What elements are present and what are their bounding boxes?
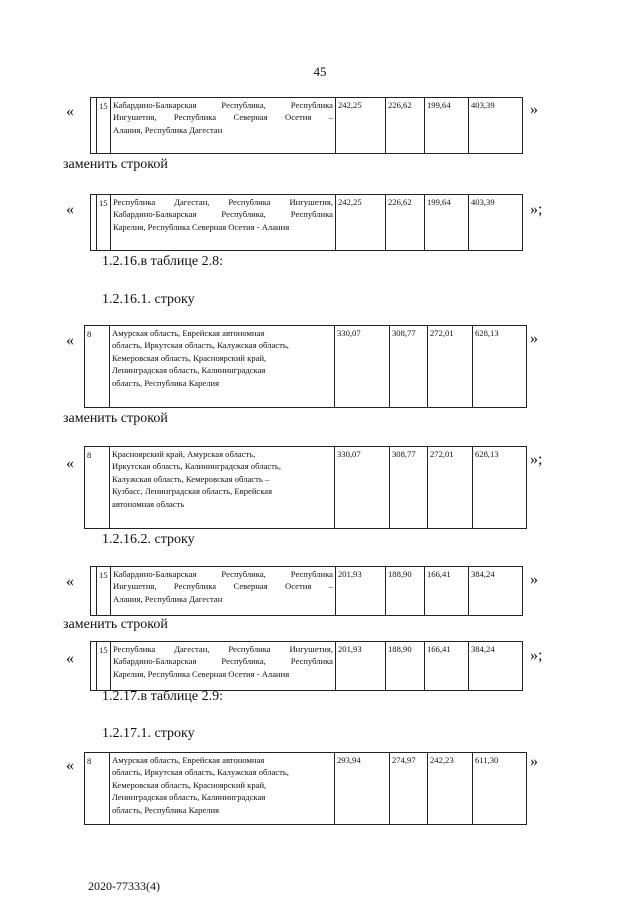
value-cell-2: 226,62	[386, 98, 425, 154]
row-number-cell: 8	[85, 447, 110, 529]
region-list-cell	[110, 447, 335, 529]
region-text-line: Иркутская область, Калининградская область,	[112, 461, 282, 472]
closing-quote: »	[530, 753, 538, 770]
closing-quote-semicolon: »;	[530, 451, 543, 468]
opening-quote: «	[66, 757, 74, 774]
closing-quote-semicolon: »;	[530, 647, 543, 664]
value-cell-3: 166,41	[425, 642, 469, 691]
value-cell-3: 199,64	[425, 195, 469, 251]
table-row-cells	[85, 447, 527, 529]
page-number: 45	[313, 64, 327, 79]
region-text-line: Ингушетия, Республика Северная Осетия –	[113, 581, 333, 592]
value-cell-4: 403,39	[469, 98, 523, 154]
value-cell-4: 628,13	[473, 326, 527, 408]
region-list-cell	[111, 642, 336, 691]
opening-quote: «	[66, 573, 74, 590]
value-cell-4: 628,13	[473, 447, 527, 529]
table-row-cells	[91, 567, 523, 616]
value-cell-1: 242,25	[336, 195, 386, 251]
region-text-line: Кемеровская область, Красноярский край,	[112, 779, 267, 790]
row-number-cell: 15	[97, 642, 111, 691]
value-cell-3: 199,64	[425, 98, 469, 154]
value-cell-1: 201,93	[336, 567, 386, 616]
opening-quote: «	[66, 455, 74, 472]
value-cell-1: 330,07	[335, 326, 390, 408]
region-list-cell	[110, 326, 335, 408]
value-cell-2: 308,77	[390, 447, 428, 529]
region-text-line: Карелия, Республика Северная Осетия - Алания	[113, 221, 290, 232]
closing-quote: »	[530, 101, 538, 118]
region-text-line: Республика Дагестан, Республика Ингушетия,	[113, 644, 333, 654]
row-number-cell: 8	[85, 326, 110, 408]
row-number-cell: 8	[85, 753, 110, 825]
value-cell-1: 293,94	[335, 753, 390, 825]
region-text-line: Амурская область, Еврейская автономная	[112, 328, 265, 338]
table-row	[90, 566, 523, 616]
opening-quote: «	[66, 201, 74, 218]
region-text-line: Кабардино-Балкарская Республика, Республика	[113, 209, 333, 220]
section-heading: 1.2.16.в таблице 2.8:	[102, 254, 223, 269]
table-row-cells	[85, 326, 527, 408]
region-list-cell	[111, 195, 336, 251]
region-list-cell	[111, 567, 336, 616]
replace-with-line-label: заменить строкой	[63, 617, 168, 632]
table-row	[84, 446, 527, 529]
region-text-line: Калужская область, Кемеровская область –	[112, 473, 270, 484]
region-text-line: Ингушетия, Республика Северная Осетия –	[113, 112, 333, 123]
region-text-line: Алания, Республика Дагестан	[113, 124, 223, 135]
table-row-cells	[91, 195, 523, 251]
section-subheading: 1.2.16.1. строку	[102, 292, 195, 307]
region-text-line: Кабардино-Балкарская Республика, Республика	[113, 569, 333, 579]
value-cell-1: 201,93	[336, 642, 386, 691]
value-cell-4: 611,30	[473, 753, 527, 825]
replace-with-line-label: заменить строкой	[63, 411, 168, 426]
closing-quote-semicolon: »;	[530, 201, 543, 218]
document-footer-id: 2020-77333(4)	[88, 879, 160, 893]
row-number-cell: 15	[97, 195, 111, 251]
table-row	[90, 194, 523, 251]
value-cell-2: 226,62	[386, 195, 425, 251]
region-text-line: Кузбасс, Ленинградская область, Еврейская	[112, 486, 273, 497]
row-number-cell: 15	[97, 98, 111, 154]
opening-quote: «	[66, 332, 74, 349]
region-text-line: автономная область	[112, 498, 185, 509]
region-text-line: область, Иркутская область, Калужская область,	[112, 767, 289, 778]
value-cell-2: 274,97	[390, 753, 428, 825]
row-number-cell: 15	[97, 567, 111, 616]
region-text-line: Ленинградская область, Калининградская	[112, 365, 266, 376]
region-text-line: Кабардино-Балкарская Республика, Республика	[113, 100, 333, 110]
replace-with-line-label: заменить строкой	[63, 157, 168, 172]
table-row	[90, 97, 523, 154]
closing-quote: »	[530, 330, 538, 347]
table-row-cells	[91, 642, 523, 691]
region-list-cell	[111, 98, 336, 154]
value-cell-2: 188,90	[386, 567, 425, 616]
table-row-cells	[85, 753, 527, 825]
table-row	[84, 325, 527, 408]
closing-quote: »	[530, 571, 538, 588]
region-text-line: Алания, Республика Дагестан	[113, 593, 223, 604]
region-list-cell	[110, 753, 335, 825]
region-text-line: Амурская область, Еврейская автономная	[112, 755, 265, 765]
section-subheading: 1.2.16.2. строку	[102, 532, 195, 547]
value-cell-3: 272,01	[428, 326, 473, 408]
value-cell-1: 242,25	[336, 98, 386, 154]
region-text-line: Кабардино-Балкарская Республика, Республика	[113, 656, 333, 667]
region-text-line: Карелия, Республика Северная Осетия - Алания	[113, 668, 290, 679]
value-cell-4: 384,24	[469, 567, 523, 616]
region-text-line: область, Республика Карелия	[112, 804, 220, 815]
value-cell-4: 384,24	[469, 642, 523, 691]
section-subheading: 1.2.17.1. строку	[102, 726, 195, 741]
table-row-cells	[91, 98, 523, 154]
region-text-line: Кемеровская область, Красноярский край,	[112, 352, 267, 363]
table-row	[90, 641, 523, 691]
table-row	[84, 752, 527, 825]
value-cell-2: 188,90	[386, 642, 425, 691]
value-cell-1: 330,07	[335, 447, 390, 529]
value-cell-4: 403,39	[469, 195, 523, 251]
value-cell-3: 242,23	[428, 753, 473, 825]
region-text-line: область, Иркутская область, Калужская область,	[112, 340, 289, 351]
region-text-line: Ленинградская область, Калининградская	[112, 792, 266, 803]
region-text-line: Республика Дагестан, Республика Ингушетия,	[113, 197, 333, 207]
region-text-line: область, Республика Карелия	[112, 377, 220, 388]
value-cell-2: 308,77	[390, 326, 428, 408]
region-text-line: Красноярский край, Амурская область,	[112, 449, 256, 459]
opening-quote: «	[66, 103, 74, 120]
value-cell-3: 272,01	[428, 447, 473, 529]
value-cell-3: 166,41	[425, 567, 469, 616]
opening-quote: «	[66, 650, 74, 667]
section-heading: 1.2.17.в таблице 2.9:	[102, 689, 223, 704]
